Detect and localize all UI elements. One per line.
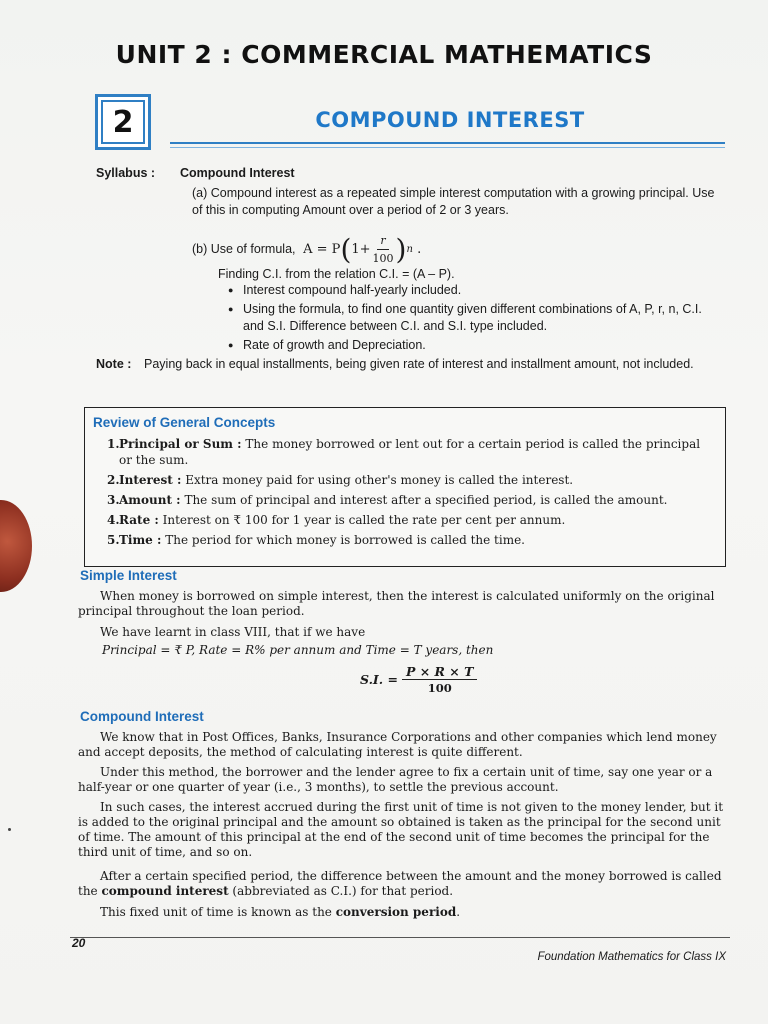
syllabus-bullets xyxy=(228,282,723,356)
review-box xyxy=(84,407,726,567)
syllabus-finding: Finding C.I. from the relation C.I. = (A – P). xyxy=(218,267,455,281)
review-item-number: 1. xyxy=(107,437,120,451)
review-item xyxy=(93,512,713,528)
review-item-term: Interest : xyxy=(119,473,182,487)
review-list xyxy=(93,436,713,552)
compound-interest-p1: We know that in Post Offices, Banks, Insurance Corporations and other companies which lend money and accept deposits, the method of calculating interest is quite different. xyxy=(78,730,717,759)
ci-p4-text: After a certain specified period, the difference between the amount and the money borrowed is called the xyxy=(78,869,722,898)
review-item-term: Principal or Sum : xyxy=(119,437,242,451)
chapter-number-box xyxy=(95,94,151,150)
review-item xyxy=(93,532,713,548)
review-item-text: Interest on ₹ 100 for 1 year is called the rate per cent per annum. xyxy=(158,513,566,527)
review-title: Review of General Concepts xyxy=(93,415,276,430)
simple-interest-p2: We have learnt in class VIII, that if we have xyxy=(100,625,366,639)
chapter-title: COMPOUND INTEREST xyxy=(315,108,585,132)
syllabus-label: Syllabus : xyxy=(96,166,156,180)
review-item-number: 4. xyxy=(107,513,120,527)
simple-interest-heading: Simple Interest xyxy=(80,568,177,583)
ink-dot xyxy=(8,828,11,831)
formula-lhs: A = P xyxy=(303,242,341,257)
chapter-rule xyxy=(170,142,725,144)
formula-denominator: 100 xyxy=(372,252,394,265)
chapter-rule-thin xyxy=(170,147,725,148)
review-item-text: Extra money paid for using other's money is called the interest. xyxy=(181,473,574,487)
chapter-number: 2 xyxy=(101,100,145,144)
ci-p5-text: This fixed unit of time is known as the xyxy=(100,905,336,919)
compound-interest-p5 xyxy=(78,905,728,920)
finger-edge xyxy=(0,500,32,592)
review-item xyxy=(93,472,713,488)
formula-numerator: r xyxy=(377,232,388,250)
simple-interest-p1: When money is borrowed on simple interest, then the interest is calculated uniformly on the original principal throughout the loan period. xyxy=(78,589,715,618)
ci-p4-term: compound interest xyxy=(101,884,229,898)
compound-formula: A = P ( 1+ $\frac{r}{100}$ ) n . xyxy=(303,232,422,266)
review-item xyxy=(93,436,713,468)
compound-interest-p4 xyxy=(78,869,728,899)
si-formula-fraction xyxy=(402,664,477,695)
syllabus-item-b-prefix: (b) Use of formula, xyxy=(192,242,296,256)
ci-p5-term: conversion period xyxy=(335,905,457,919)
syllabus-topic: Compound Interest xyxy=(180,166,295,180)
page-number: 20 xyxy=(72,936,86,950)
compound-interest-heading: Compound Interest xyxy=(80,709,204,724)
formula-fraction xyxy=(373,232,394,267)
note-label: Note : xyxy=(96,357,132,371)
syllabus-bullet: ● Using the formula, to find one quantity given different combinations of A, P, r, n, C.I. and S.I. Difference between C.I. and S.I. type included. xyxy=(228,301,723,335)
review-item-text: The sum of principal and interest after a specified period, is called the amount. xyxy=(180,493,668,507)
si-formula-numerator: P × R × T xyxy=(402,664,477,680)
si-formula-denominator: 100 xyxy=(427,681,452,695)
formula-one: 1+ xyxy=(351,242,371,257)
simple-interest-formula xyxy=(360,664,477,695)
note-text: Paying back in equal installments, being given rate of interest and installment amount, not included. xyxy=(144,357,694,371)
simple-interest-p3: Principal = ₹ P, Rate = R% per annum and Time = T years, then xyxy=(102,643,494,657)
compound-interest-p2: Under this method, the borrower and the lender agree to fix a certain unit of time, say one year or a half-year or one quarter of year (i.e., 3 months), to settle the previous account. xyxy=(78,765,713,794)
review-item-term: Amount : xyxy=(119,493,181,507)
book-title: Foundation Mathematics for Class IX xyxy=(537,951,726,963)
footer-rule xyxy=(70,937,730,938)
review-item-number: 5. xyxy=(107,533,120,547)
review-item-text: The money borrowed or lent out for a certain period is called the principal or the sum. xyxy=(119,437,701,467)
review-item-text: The period for which money is borrowed is called the time. xyxy=(161,533,525,547)
unit-title: UNIT 2 : COMMERCIAL MATHEMATICS xyxy=(115,40,653,69)
si-formula-lhs: S.I. = xyxy=(360,672,398,687)
review-item-number: 2. xyxy=(107,473,120,487)
ci-p4-text-end: (abbreviated as C.I.) for that period. xyxy=(228,884,454,898)
review-item-number: 3. xyxy=(107,493,120,507)
syllabus-item-b xyxy=(192,232,722,267)
review-item xyxy=(93,492,713,508)
review-item-term: Rate : xyxy=(119,513,159,527)
ci-p5-text-end: . xyxy=(456,905,461,919)
review-item-term: Time : xyxy=(119,533,162,547)
syllabus-bullet: ● Interest compound half-yearly included. xyxy=(228,282,723,299)
syllabus-bullet: ● Rate of growth and Depreciation. xyxy=(228,337,723,354)
formula-exponent: n xyxy=(406,244,413,255)
compound-interest-p3: In such cases, the interest accrued during the first unit of time is not given to the money lender, but it is added to the original principal and the amount so obtained is taken as the principal for the second unit of time. The amount of this principal at the end of the second unit of time becomes the principal for the third unit of time, and so on. xyxy=(78,800,724,859)
syllabus-item-a: (a) Compound interest as a repeated simple interest computation with a growing principal. Use of this in computing Amount over a period of 2 or 3 years. xyxy=(192,186,715,217)
